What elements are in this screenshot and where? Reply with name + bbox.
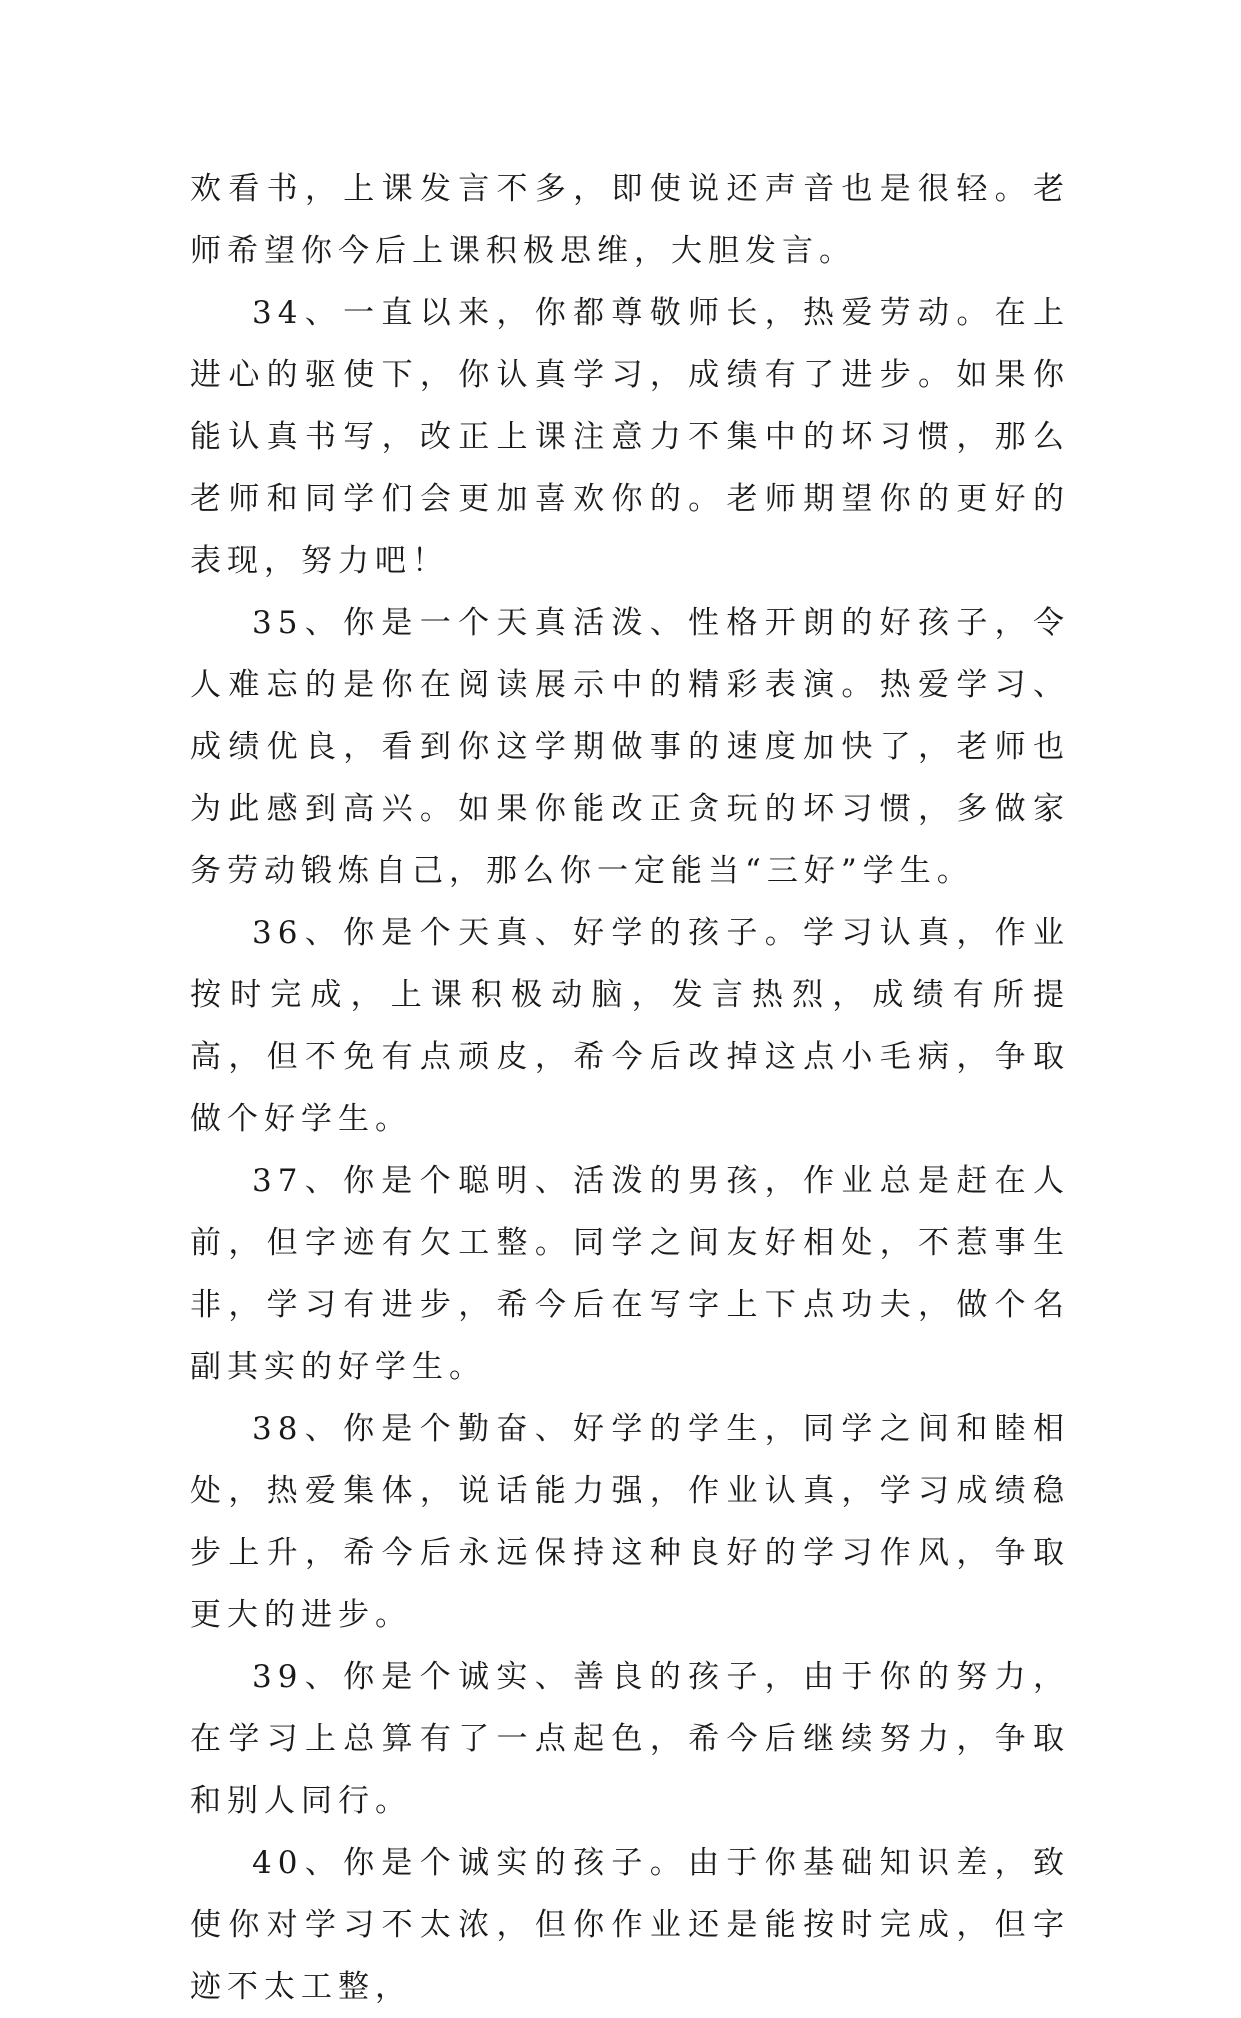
paragraph-item-36: 36、你是个天真、好学的孩子。学习认真，作业按时完成，上课积极动脑，发言热烈，成绩有所提高，但不免有点顽皮，希今后改掉这点小毛病，争取做个好学生。 <box>190 915 1070 1137</box>
document-body <box>190 158 1070 2018</box>
paragraph-continuation: 欢看书，上课发言不多，即使说还声音也是很轻。老师希望你今后上课积极思维，大胆发言。 <box>190 171 1070 269</box>
paragraph-item-39: 39、你是个诚实、善良的孩子，由于你的努力，在学习上总算有了一点起色，希今后继续努力，争取和别人同行。 <box>190 1659 1070 1819</box>
paragraph-item-35: 35、你是一个天真活泼、性格开朗的好孩子，令人难忘的是你在阅读展示中的精彩表演。热爱学习、成绩优良，看到你这学期做事的速度加快了，老师也为此感到高兴。如果你能改正贪玩的坏习惯，多做家务劳动锻炼自己，那么你一定能当“三好”学生。 <box>190 605 1070 889</box>
paragraph-item-34: 34、一直以来，你都尊敬师长，热爱劳动。在上进心的驱使下，你认真学习，成绩有了进步。如果你能认真书写，改正上课注意力不集中的坏习惯，那么老师和同学们会更加喜欢你的。老师期望你的更好的表现，努力吧！ <box>190 295 1070 579</box>
paragraph-item-40: 40、你是个诚实的孩子。由于你基础知识差，致使你对学习不太浓，但你作业还是能按时完成，但字迹不太工整， <box>190 1845 1070 2005</box>
paragraph-item-38: 38、你是个勤奋、好学的学生，同学之间和睦相处，热爱集体，说话能力强，作业认真，学习成绩稳步上升，希今后永远保持这种良好的学习作风，争取更大的进步。 <box>190 1411 1070 1633</box>
paragraph-item-37: 37、你是个聪明、活泼的男孩，作业总是赶在人前，但字迹有欠工整。同学之间友好相处，不惹事生非，学习有进步，希今后在写字上下点功夫，做个名副其实的好学生。 <box>190 1163 1070 1385</box>
